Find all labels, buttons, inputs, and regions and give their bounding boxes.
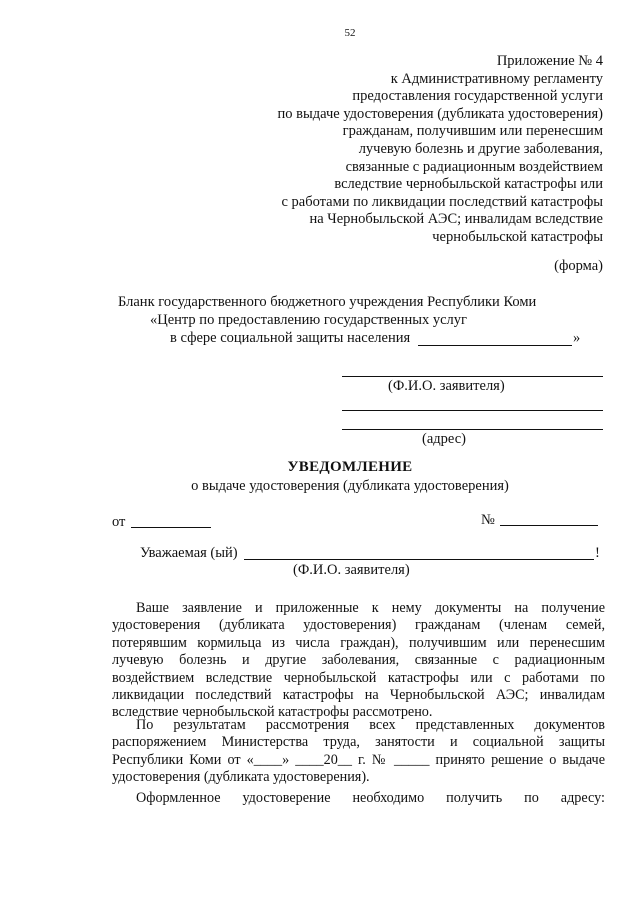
- appendix-line: предоставления государственной услуги: [352, 88, 603, 105]
- recipient-address-line-2: [342, 429, 603, 430]
- appendix-line: чернобыльской катастрофы: [432, 228, 603, 245]
- number-blank-line: [500, 525, 598, 526]
- appendix-line: лучевую болезнь и другие заболевания,: [358, 140, 603, 157]
- letterhead-line-1: Бланк государственного бюджетного учреждения Республики Коми: [118, 294, 537, 310]
- notice-title: УВЕДОМЛЕНИЕ: [287, 459, 413, 475]
- appendix-line: по выдаче удостоверения (дубликата удостоверения): [277, 105, 603, 122]
- salutation-fio-line: [244, 559, 594, 560]
- appendix-line: связанные с радиационным воздействием: [345, 158, 603, 175]
- paragraph-text: По результатам рассмотрения всех представленных документов распоряжением Министерства труда, занятости и социальной защиты Республики Коми от «____» ____20__ г. № _____ принято решение о выдаче удостоверения (дубликата удостоверения).: [112, 717, 605, 786]
- page-number: 52: [344, 27, 356, 39]
- body-paragraph-2: [112, 717, 605, 787]
- salutation-fio-label: (Ф.И.О. заявителя): [293, 562, 410, 578]
- appendix-block: [278, 53, 603, 247]
- from-label: от: [112, 514, 126, 530]
- appendix-line: гражданам, получившим или перенесшим: [342, 123, 603, 140]
- salutation: Уважаемая (ый): [140, 545, 238, 561]
- appendix-line: с работами по ликвидации последствий катастрофы: [281, 193, 603, 210]
- body-paragraph-3: [112, 790, 605, 807]
- letterhead-line-3-end: »: [573, 330, 581, 346]
- date-blank-line: [131, 527, 211, 528]
- recipient-address-line-1: [342, 410, 603, 411]
- appendix-line: вследствие чернобыльской катастрофы или: [334, 176, 603, 193]
- letterhead-line-2: «Центр по предоставлению государственных услуг: [150, 312, 467, 328]
- recipient-fio-line: [342, 376, 603, 377]
- appendix-line: Приложение № 4: [496, 53, 603, 69]
- number-label: №: [481, 512, 495, 528]
- letterhead-blank-line: [418, 345, 572, 346]
- recipient-fio-label: (Ф.И.О. заявителя): [388, 378, 505, 394]
- salutation-end: !: [595, 545, 600, 561]
- recipient-address-label: (адрес): [422, 431, 466, 447]
- notice-subtitle: о выдаче удостоверения (дубликата удостоверения): [191, 478, 509, 494]
- form-label: (форма): [554, 258, 603, 274]
- paragraph-text: Оформленное удостоверение необходимо получить по адресу:: [136, 790, 605, 806]
- body-paragraph-1: [112, 600, 605, 722]
- paragraph-text: Ваше заявление и приложенные к нему документы на получение удостоверения (дубликата удостоверения) гражданам (членам семей, потерявшим кормильца из числа граждан), получившим или перенесшим лучевую болезнь и другие заболевания, связанные с радиационным воздействием вследствие чернобыльской катастрофы или с работами по ликвидации последствий катастрофы на Чернобыльской АЭС; инвалидам вследствие чернобыльской катастрофы рассмотрено.: [112, 600, 605, 721]
- letterhead-line-3: в сфере социальной защиты населения: [170, 330, 411, 346]
- appendix-line: на Чернобыльской АЭС; инвалидам вследствие: [309, 211, 603, 228]
- appendix-line: к Административному регламенту: [390, 70, 603, 87]
